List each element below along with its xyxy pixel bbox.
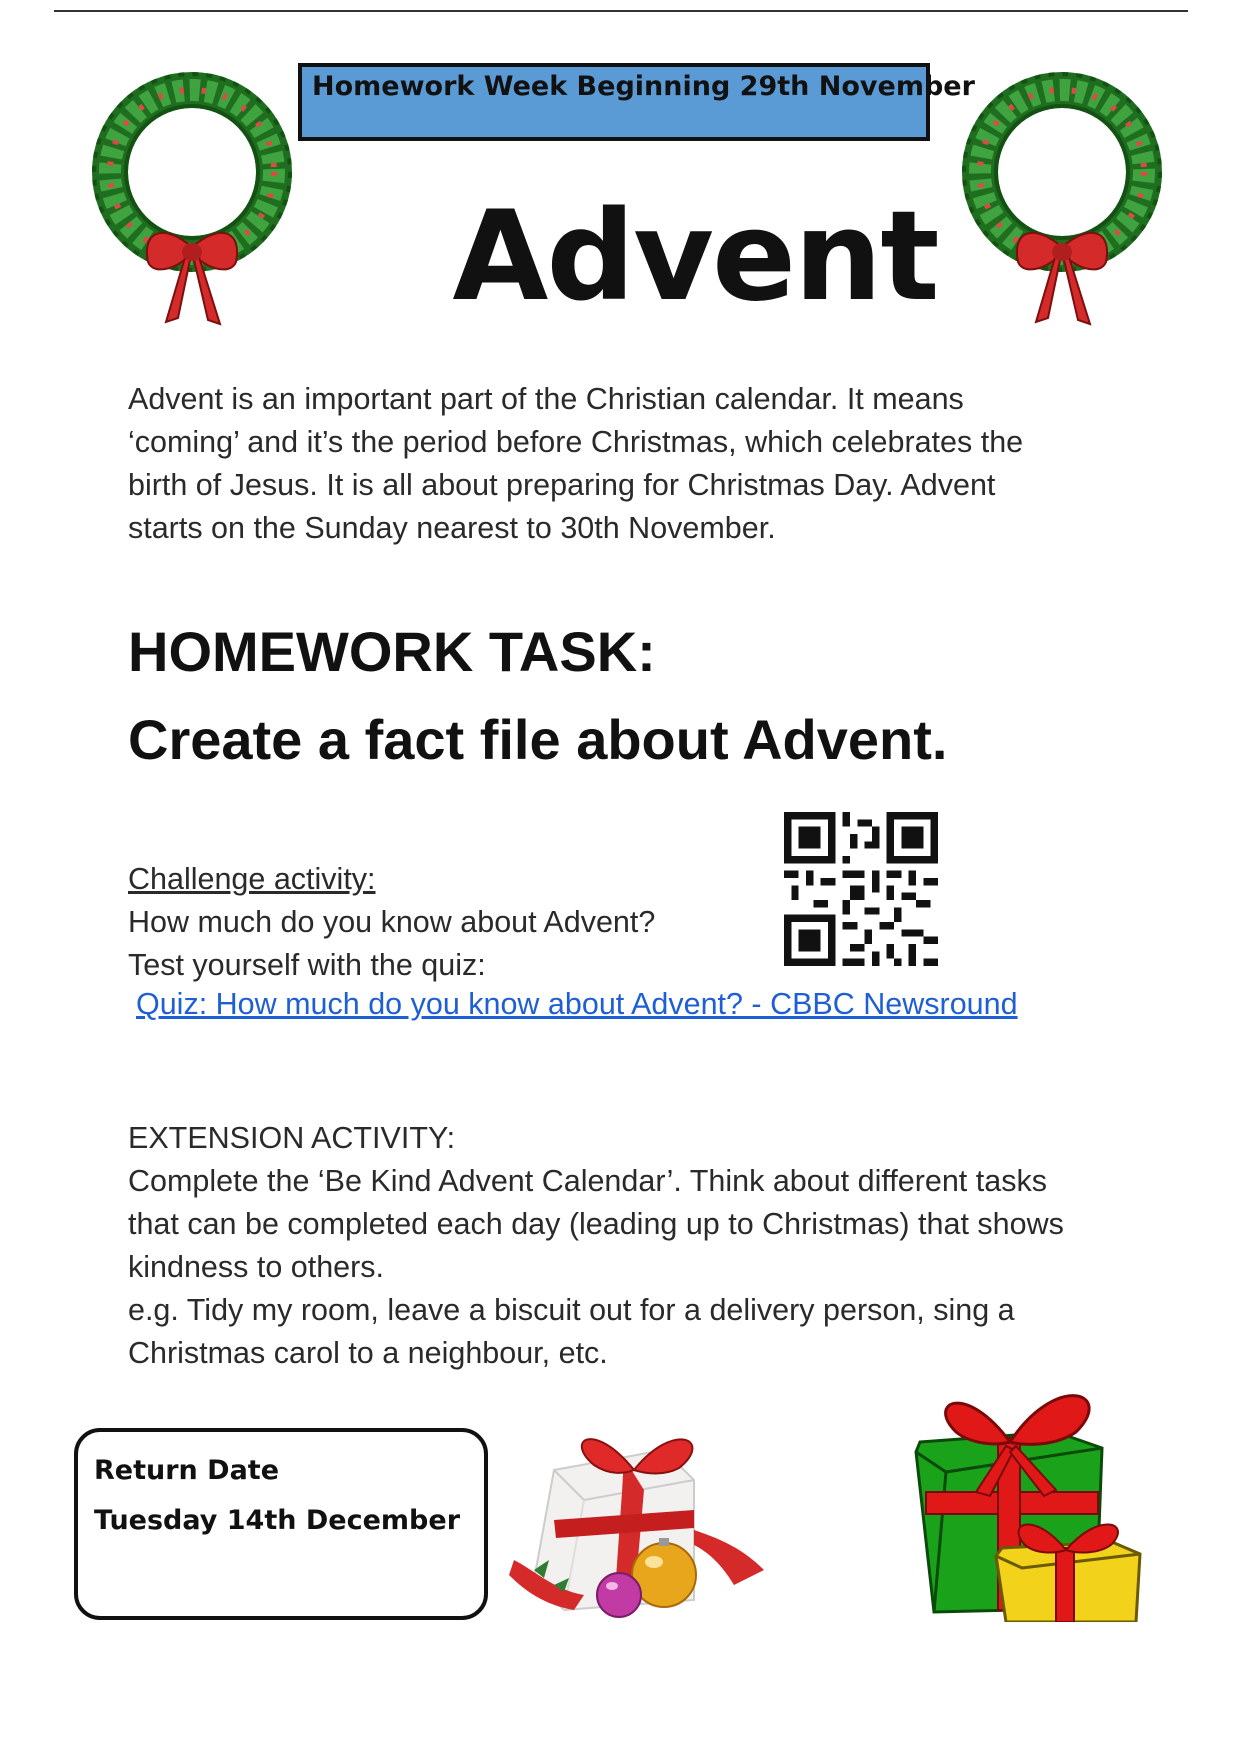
extension-section: [128, 1117, 1128, 1375]
challenge-line: Test yourself with the quiz:: [128, 948, 486, 982]
intro-line: birth of Jesus. It is all about preparing for Christmas Day. Advent: [128, 468, 996, 502]
intro-line: ‘coming’ and it’s the period before Christmas, which celebrates the: [128, 425, 1024, 459]
page-title-text: Advent: [452, 185, 938, 329]
top-rule: [54, 10, 1188, 12]
return-date: Tuesday 14th December: [94, 1505, 461, 1536]
intro-paragraph: [128, 378, 1118, 550]
qr-code-icon[interactable]: [784, 812, 938, 966]
extension-title: EXTENSION ACTIVITY:: [128, 1121, 456, 1155]
challenge-title: Challenge activity:: [128, 862, 376, 896]
extension-line: Christmas carol to a neighbour, etc.: [128, 1336, 608, 1370]
extension-line: Complete the ‘Be Kind Advent Calendar’. Think about different tasks: [128, 1164, 1047, 1198]
challenge-section: [128, 858, 655, 987]
return-date-text: [94, 1446, 460, 1546]
return-label: Return Date: [94, 1455, 280, 1486]
gift-with-baubles-icon: [494, 1410, 794, 1620]
challenge-line: How much do you know about Advent?: [128, 905, 656, 939]
task-heading: HOMEWORK TASK:: [128, 620, 656, 683]
extension-line: e.g. Tidy my room, leave a biscuit out for a delivery person, sing a: [128, 1293, 1015, 1327]
task-subheading: Create a fact file about Advent.: [128, 708, 948, 771]
page-title: [0, 185, 1240, 329]
intro-line: Advent is an important part of the Christian calendar. It means: [128, 382, 964, 416]
intro-line: starts on the Sunday nearest to 30th November.: [128, 511, 776, 545]
header-box: [298, 63, 975, 141]
homework-task: [128, 608, 947, 784]
extension-line: that can be completed each day (leading up to Christmas) that shows: [128, 1207, 1064, 1241]
extension-line: kindness to others.: [128, 1250, 385, 1284]
gift-boxes-icon: [906, 1372, 1146, 1622]
header-title: Homework Week Beginning 29th November: [312, 71, 975, 102]
return-date-box: [74, 1428, 488, 1620]
quiz-link[interactable]: Quiz: How much do you know about Advent? - CBBC Newsround: [136, 987, 1018, 1021]
